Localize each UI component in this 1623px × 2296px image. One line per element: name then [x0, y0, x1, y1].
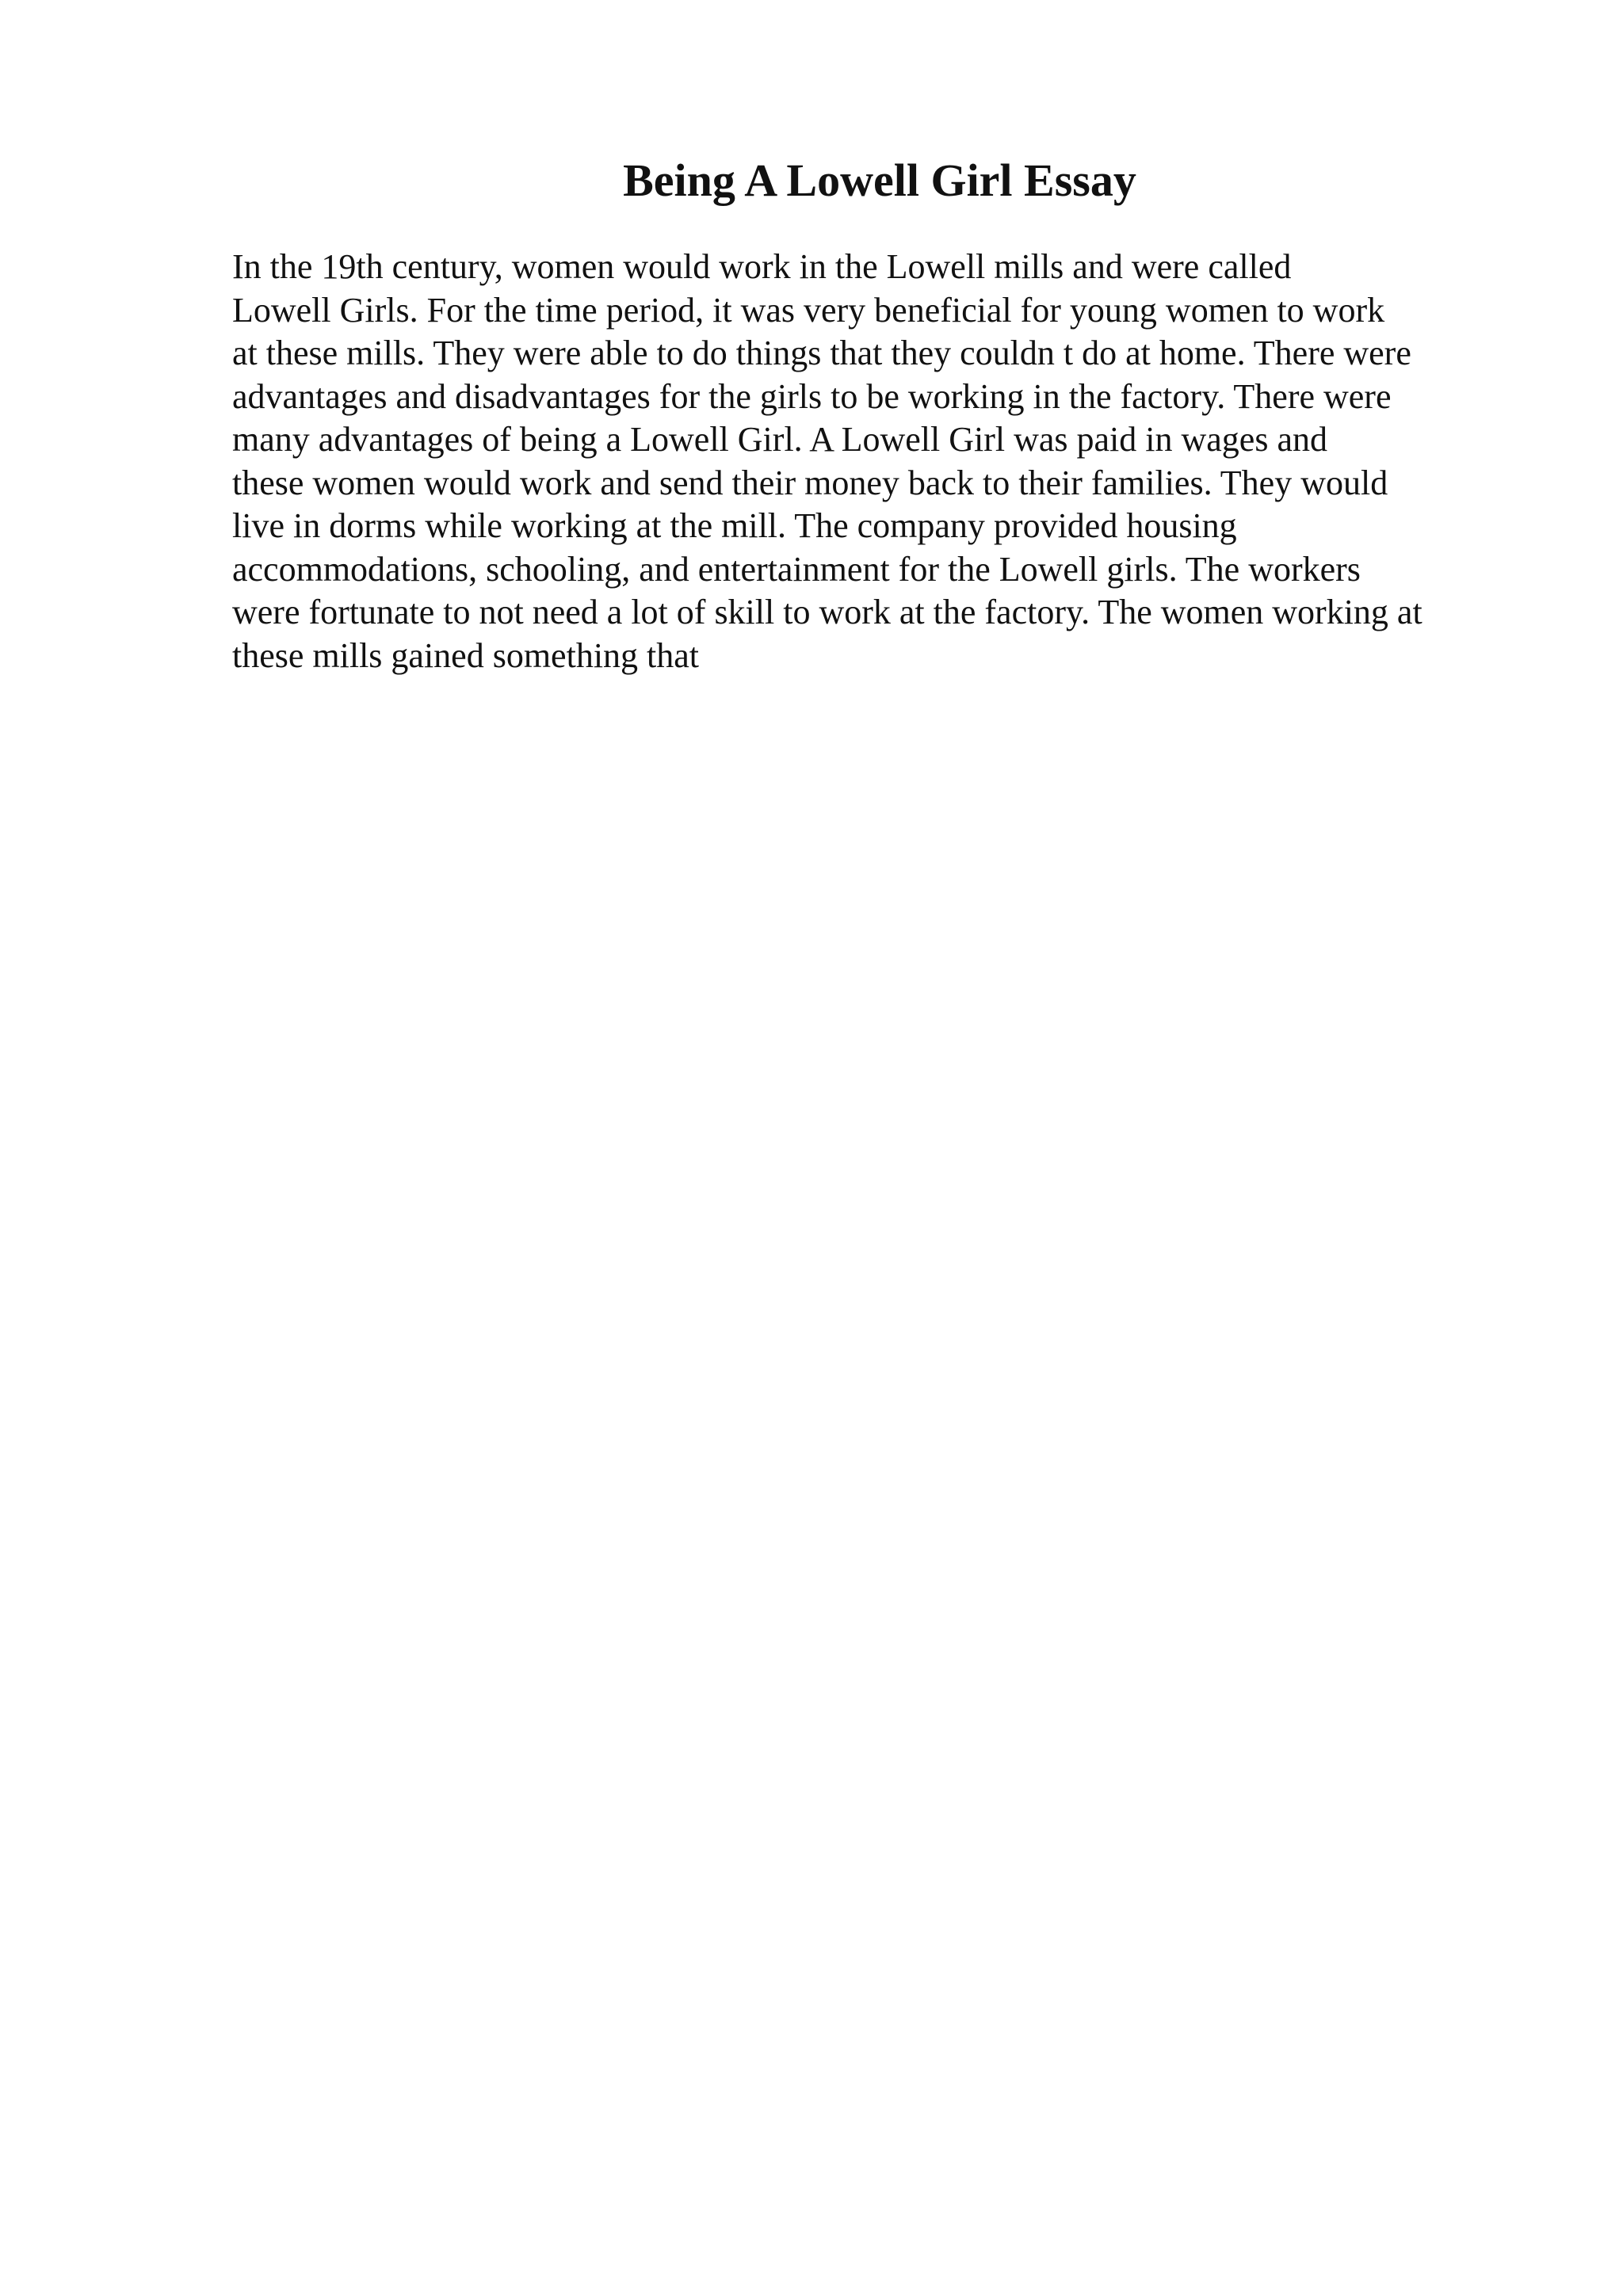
essay-line: advantages and disadvantages for the girls to be working in the factory. There were [232, 376, 1392, 416]
essay-line: accommodations, schooling, and entertainment for the Lowell girls. The workers [232, 549, 1361, 589]
essay-line: were fortunate to not need a lot of skill to work at the factory. The women working at [232, 593, 1423, 631]
essay-line: In the 19th century, women would work in the Lowell mills and were called [232, 247, 1292, 286]
essay-line: Lowell Girls. For the time period, it was very beneficial for young women to work [232, 290, 1385, 330]
document-title: Being A Lowell Girl Essay [623, 154, 1136, 206]
essay-line: at these mills. They were able to do things that they couldn t do at home. There were [232, 334, 1411, 372]
essay-body [232, 246, 1532, 677]
essay-line: many advantages of being a Lowell Girl. A Lowell Girl was paid in wages and [232, 420, 1327, 459]
essay-line: live in dorms while working at the mill. The company provided housing [232, 506, 1237, 545]
essay-line: these mills gained something that [232, 635, 700, 675]
essay-line: these women would work and send their money back to their families. They would [232, 463, 1388, 502]
